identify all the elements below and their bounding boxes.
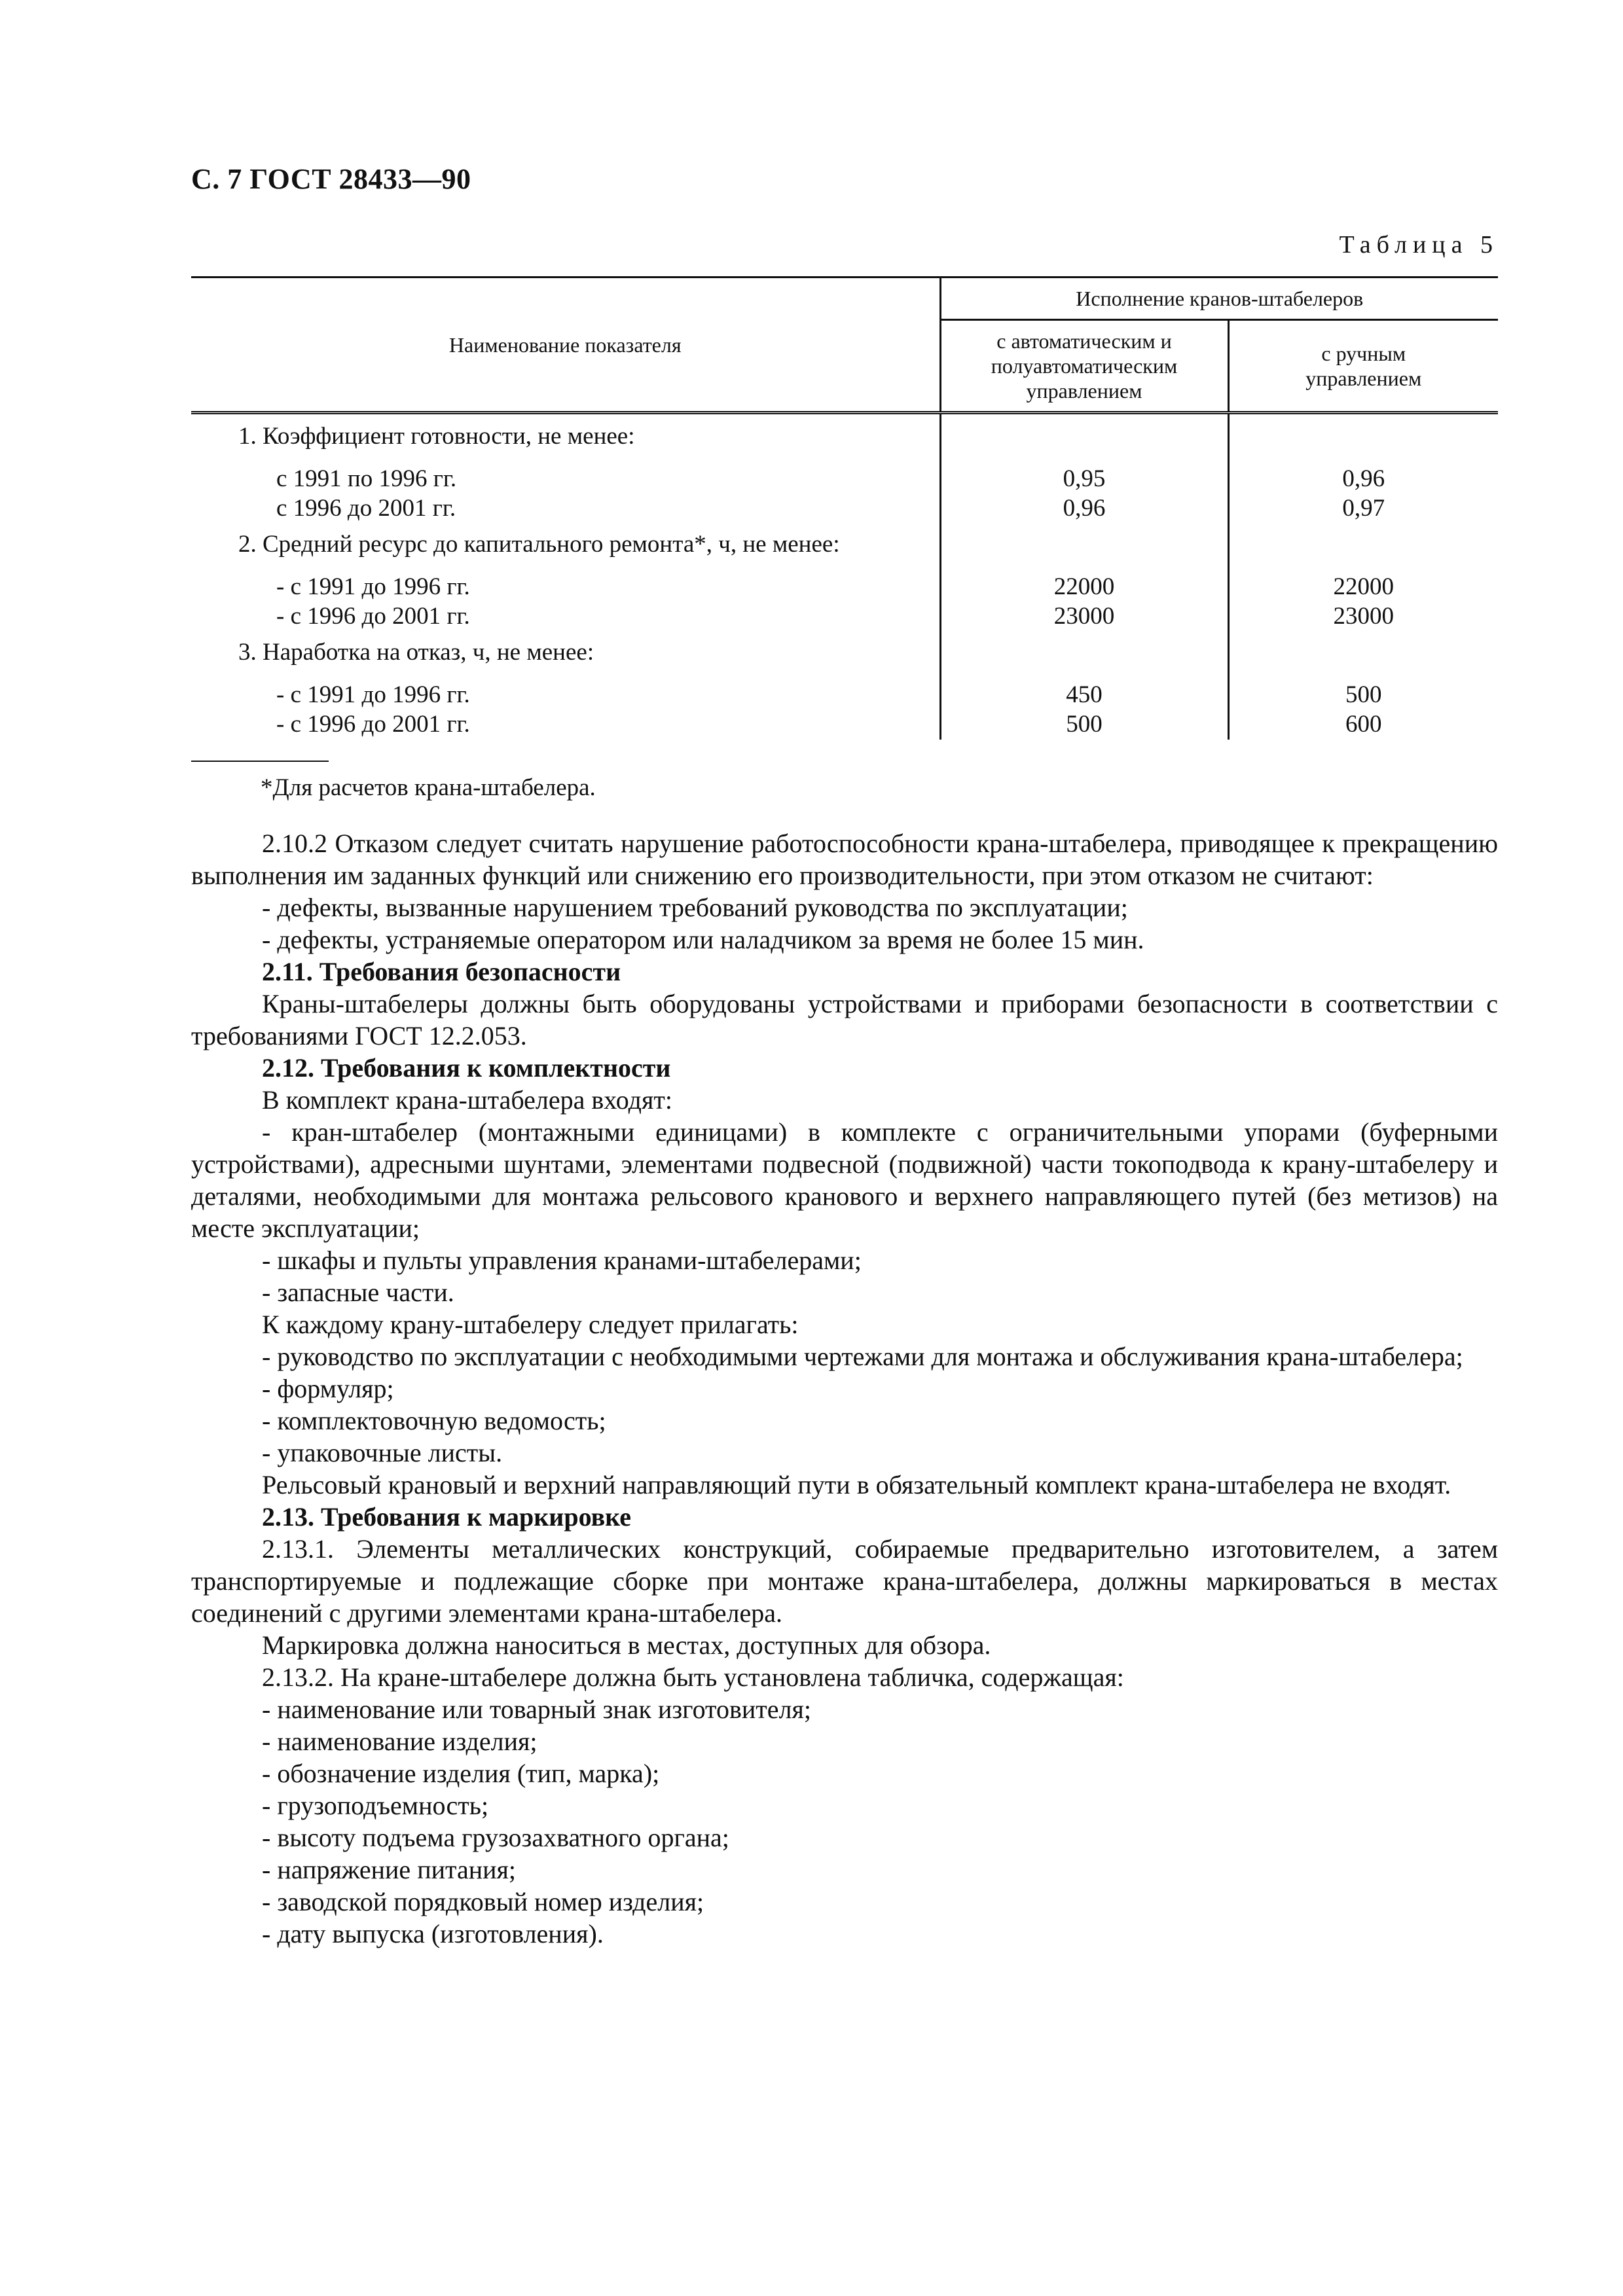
paragraph: - шкафы и пульты управления кранами-штабелерами;: [262, 1246, 862, 1275]
row-label: - с 1996 до 2001 гг.: [276, 711, 470, 738]
manual-value: 23000: [1333, 603, 1394, 630]
paragraph: 2.13.2. На кране-штабелере должна быть установлена табличка, содержащая:: [262, 1662, 1124, 1692]
table-body: [191, 413, 1498, 740]
paragraph: - грузоподъемность;: [262, 1791, 489, 1820]
footnote: *Для расчетов крана-штабелера.: [261, 774, 596, 801]
paragraph: - кран-штабелер (монтажными единицами) в комплекте с ограничительными упорами (буферными устройствами), адресными шунтами, элементами подвесной (подвижной) части токоподвода к крану-штабелеру и деталями, необходимыми для монтажа рельсового кранового и верхнего направляющего путей (без метизов) на месте эксплуатации;: [191, 1117, 1498, 1243]
section-heading-text: 2.11. Требования безопасности: [262, 957, 621, 986]
col-header-group: Исполнение кранов-штабелеров: [940, 278, 1498, 320]
paragraph: - напряжение питания;: [262, 1855, 517, 1884]
row-label: - с 1991 до 1996 гг.: [276, 573, 470, 600]
section-heading: [191, 1052, 1498, 1084]
col-header-auto: с автоматическим и полуавтоматическим управлением: [940, 320, 1228, 413]
manual-value: 500: [1345, 681, 1382, 708]
manual-value: 600: [1345, 711, 1382, 738]
section-title: 2. Средний ресурс до капитального ремонта*, ч, не менее:: [238, 531, 840, 558]
section-heading: [191, 1501, 1498, 1533]
body-text: [191, 827, 1498, 1950]
paragraph: - наименование изделия;: [262, 1727, 538, 1756]
paragraph: - комплектовочную ведомость;: [262, 1406, 606, 1435]
section-heading-text: 2.13. Требования к маркировке: [262, 1502, 631, 1532]
auto-value: 0,95: [1063, 465, 1106, 492]
paragraph: - дефекты, вызванные нарушением требований руководства по эксплуатации;: [262, 893, 1128, 922]
section-heading: [191, 956, 1498, 988]
paragraph: К каждому крану-штабелеру следует прилагать:: [262, 1310, 799, 1339]
indicator-names-cell: [191, 413, 940, 740]
manual-value: 0,97: [1342, 495, 1385, 522]
paragraph: - высоту подъема грузозахватного органа;: [262, 1823, 729, 1852]
section-title: 1. Коэффициент готовности, не менее:: [238, 423, 635, 450]
auto-value: 23000: [1053, 603, 1115, 630]
auto-value: 22000: [1053, 573, 1115, 600]
manual-value: 0,96: [1342, 465, 1385, 492]
section-heading-text: 2.12. Требования к комплектности: [262, 1053, 671, 1083]
paragraph: - обозначение изделия (тип, марка);: [262, 1759, 660, 1788]
paragraph: Маркировка должна наноситься в местах, доступных для обзора.: [262, 1630, 991, 1660]
row-label: с 1991 по 1996 гг.: [276, 465, 457, 492]
paragraph: - запасные части.: [262, 1278, 454, 1307]
footnote-rule: [191, 761, 329, 762]
paragraph: 2.13.1. Элементы металлических конструкций, собираемые предварительно изготовителем, а затем транспортируемые и подлежащие сборке при монтаже крана-штабелера, должны маркироваться в местах соединений с другими элементами крана-штабелера.: [191, 1534, 1498, 1628]
row-label: - с 1996 до 2001 гг.: [276, 603, 470, 630]
row-label: с 1996 до 2001 гг.: [276, 495, 456, 522]
table-caption: Таблица 5: [1339, 231, 1499, 259]
paragraph: - упаковочные листы.: [262, 1438, 503, 1467]
col-header-manual: с ручным управлением: [1228, 320, 1498, 413]
auto-values-cell: [940, 413, 1228, 740]
paragraph: - дату выпуска (изготовления).: [262, 1919, 604, 1948]
paragraph: - дефекты, устраняемые оператором или наладчиком за время не более 15 мин.: [262, 925, 1144, 954]
indicator-table: [191, 276, 1498, 740]
col-header-name: Наименование показателя: [191, 278, 940, 413]
section-title: 3. Наработка на отказ, ч, не менее:: [238, 639, 594, 666]
paragraph: В комплект крана-штабелера входят:: [262, 1085, 672, 1115]
auto-value: 0,96: [1063, 495, 1106, 522]
auto-value: 500: [1066, 711, 1103, 738]
paragraph: Рельсовый крановый и верхний направляющий пути в обязательный комплект крана-штабелера не входят.: [262, 1470, 1451, 1499]
manual-value: 22000: [1333, 573, 1394, 600]
row-label: - с 1991 до 1996 гг.: [276, 681, 470, 708]
paragraph: 2.10.2 Отказом следует считать нарушение работоспособности крана-штабелера, приводящее к прекращению выполнения им заданных функций или снижению его производительности, при этом отказом не считают:: [191, 829, 1498, 890]
paragraph: Краны-штабелеры должны быть оборудованы устройствами и приборами безопасности в соответствии с требованиями ГОСТ 12.2.053.: [191, 989, 1498, 1050]
paragraph: - формуляр;: [262, 1374, 394, 1403]
auto-value: 450: [1066, 681, 1103, 708]
manual-values-cell: [1228, 413, 1498, 740]
paragraph: - наименование или товарный знак изготовителя;: [262, 1695, 812, 1724]
page-header: С. 7 ГОСТ 28433—90: [191, 163, 471, 195]
paragraph: - заводской порядковый номер изделия;: [262, 1887, 704, 1916]
paragraph: - руководство по эксплуатации с необходимыми чертежами для монтажа и обслуживания крана-штабелера;: [262, 1342, 1463, 1371]
